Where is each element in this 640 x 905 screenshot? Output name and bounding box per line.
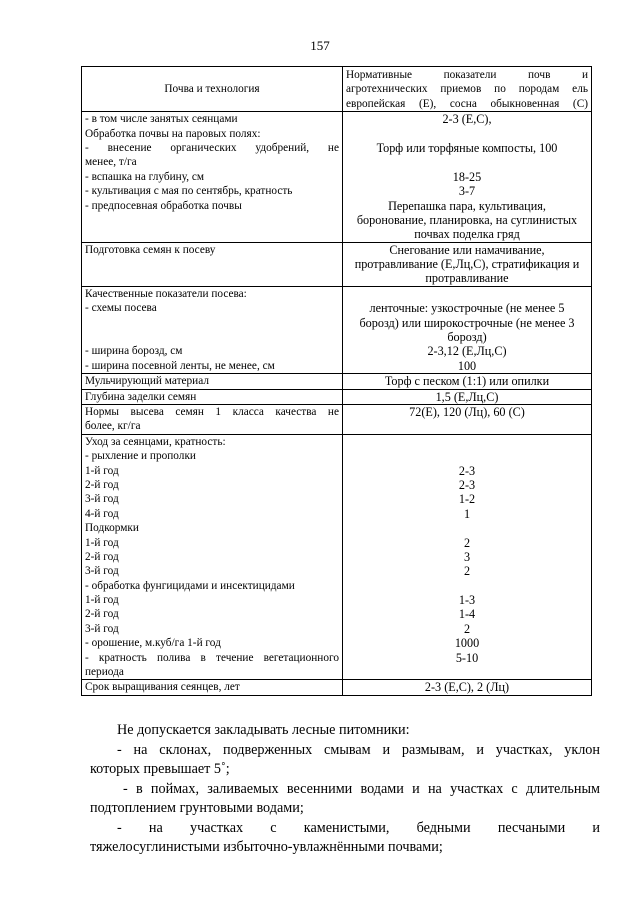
row-value-cell [343, 286, 592, 373]
row-value: протравливание [425, 271, 509, 286]
row-value: почвах поделка гряд [414, 227, 520, 242]
row-text: 1-й год [85, 464, 119, 477]
row-text: 4-й год [85, 507, 119, 520]
row-label-cell [82, 404, 343, 434]
row-label-cell [82, 286, 343, 373]
header-norms-line: Нормативные показатели почв и [346, 69, 588, 81]
row-text: 2-й год [85, 550, 119, 563]
row-text: - культивация с мая по сентябрь, кратность [85, 185, 293, 198]
row-text: - внесение органических удобрений, не [85, 141, 339, 154]
row-value: 1000 [454, 636, 480, 651]
row-value-cell [343, 389, 592, 404]
row-text: Глубина заделки семян [85, 390, 197, 403]
table-row [82, 242, 592, 286]
row-label-cell [82, 242, 343, 286]
row-value: борозд) [447, 330, 487, 345]
row-value: Перепашка пара, культивация, [388, 198, 546, 213]
row-value: 1 [463, 506, 471, 521]
row-text: - ширина посевной ленты, не менее, см [85, 359, 275, 372]
row-value: протравливание (Е,Лц,С), стратификация и [354, 257, 580, 272]
standards-table [81, 66, 592, 696]
row-text: - ширина борозд, см [85, 345, 183, 358]
table-row [82, 404, 592, 434]
row-text: Мульчирующий материал [85, 375, 209, 388]
row-text: Уход за сеянцами, кратность: [85, 435, 226, 448]
row-value-cell [343, 404, 592, 434]
row-value: боронование, планировка, на суглинистых [356, 212, 578, 227]
row-value: 3 [463, 549, 471, 564]
header-norms-line: агротехнических приемов по породам ель [346, 83, 588, 96]
row-value: 1-2 [458, 492, 476, 507]
row-value: ленточные: узкострочные (не менее 5 [369, 301, 565, 316]
row-label-cell [82, 434, 343, 680]
paragraph-soils-line1: - на участках с каменистыми, бедными песчаными и [117, 820, 600, 836]
row-value: борозд) или широкострочные (не менее 3 [359, 315, 575, 330]
row-text: 1-й год [85, 594, 119, 607]
row-value-cell [343, 680, 592, 695]
row-text: - в том числе занятых сеянцами [85, 113, 238, 126]
row-text: 2-й год [85, 478, 119, 491]
paragraph-floodplains-line2: подтоплением грунтовыми водами; [90, 800, 304, 816]
row-text: периода [85, 666, 124, 679]
table-row [82, 389, 592, 404]
row-value: 2-3,12 (Е,Лц,С) [427, 344, 507, 359]
row-value [346, 155, 588, 169]
row-value-cell [343, 374, 592, 389]
table-row [82, 434, 592, 680]
row-value: 18-25 [452, 169, 482, 184]
table-row [82, 374, 592, 389]
row-text: Срок выращивания сеянцев, лет [85, 681, 240, 694]
row-value-cell [343, 112, 592, 243]
row-value: 2-3 [458, 477, 476, 492]
row-text: Подготовка семян к посеву [85, 243, 216, 256]
paragraph-soils-line2: тяжелосуглинистыми избыточно-увлажнёнными почвами; [90, 839, 443, 855]
row-value: 3-7 [458, 184, 476, 199]
page-number: 157 [310, 38, 330, 53]
row-value: Торф или торфяные компосты, 100 [376, 140, 558, 155]
row-value: Торф с песком (1:1) или опилки [384, 374, 550, 389]
row-text: - рыхление и прополки [85, 450, 196, 463]
row-text: - орошение, м.куб/га 1-й год [85, 637, 221, 650]
header-norms [343, 67, 592, 112]
row-value: Снегование или намачивание, [389, 242, 545, 257]
header-soil-technology: Почва и технология [82, 67, 343, 112]
table-row [82, 112, 592, 243]
row-value: 5-10 [455, 650, 479, 665]
row-text: - вспашка на глубину, см [85, 170, 205, 183]
row-value: 100 [457, 358, 477, 373]
row-text: Нормы высева семян 1 класса качества не [85, 405, 339, 418]
row-text: более, кг/га [85, 420, 141, 433]
row-text: 3-й год [85, 493, 119, 506]
row-value: 2-3 [458, 463, 476, 478]
row-value: 2-3 (Е,С), 2 (Лц) [424, 680, 510, 695]
row-text: 2-й год [85, 608, 119, 621]
table-header-row [82, 67, 592, 112]
row-value-cell [343, 242, 592, 286]
row-text: - предпосевная обработка почвы [85, 199, 242, 212]
row-text: Качественные показатели посева: [85, 287, 247, 300]
row-value-cell [343, 434, 592, 680]
row-value: 2-3 (Е,С), [442, 112, 492, 127]
paragraph-slopes-line2: которых превышает 5˚; [90, 761, 230, 777]
row-label-cell [82, 389, 343, 404]
row-text: - кратность полива в течение вегетационного [85, 651, 339, 664]
row-value: 72(Е), 120 (Лц), 60 (С) [409, 404, 525, 419]
paragraph-intro: Не допускается закладывать лесные питомники: [117, 722, 410, 738]
row-value: 2 [463, 564, 471, 579]
row-text: Подкормки [85, 522, 139, 535]
header-norms-line: европейская (Е), сосна обыкновенная (С) [346, 97, 588, 110]
row-label-cell [82, 112, 343, 243]
paragraph-floodplains-line1: - в поймах, заливаемых весенними водами и на участках с длительным [123, 781, 600, 797]
paragraph-slopes-line1: - на склонах, подверженных смывам и размывам, и участках, уклон [117, 742, 600, 758]
row-value: 1,5 (Е,Лц,С) [435, 389, 499, 404]
row-text: 1-й год [85, 536, 119, 549]
row-value: 1-4 [458, 607, 476, 622]
row-text: менее, т/га [85, 156, 137, 169]
row-text: 3-й год [85, 565, 119, 578]
row-value: 2 [463, 621, 471, 636]
row-text: - схемы посева [85, 302, 157, 315]
row-text: 3-й год [85, 622, 119, 635]
row-text: Обработка почвы на паровых полях: [85, 127, 261, 140]
row-value [346, 127, 588, 141]
row-value: 1-3 [458, 593, 476, 608]
row-value: 2 [463, 535, 471, 550]
table-row [82, 286, 592, 373]
row-text: - обработка фунгицидами и инсектицидами [85, 579, 295, 592]
row-label-cell [82, 374, 343, 389]
row-label-cell [82, 680, 343, 695]
table-row [82, 680, 592, 695]
